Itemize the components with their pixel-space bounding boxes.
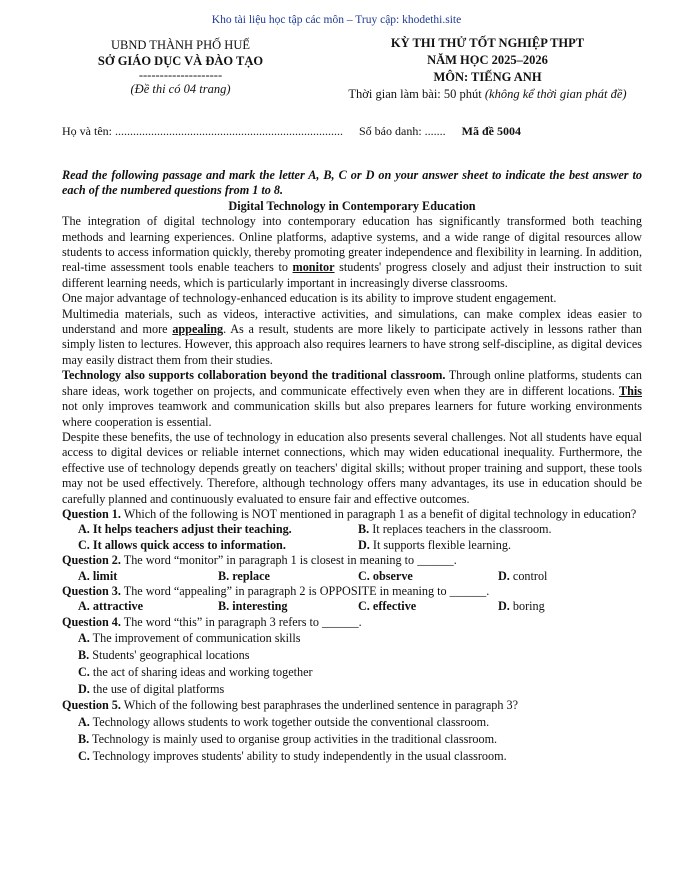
candidate-info (62, 124, 622, 139)
question-stem: The word “monitor” in paragraph 1 is closest in meaning to ______. (120, 553, 457, 568)
question-3-options (62, 599, 642, 614)
passage-paragraph-3 (62, 368, 642, 430)
question-1 (62, 507, 642, 522)
school-year: NĂM HỌC 2025–2026 (427, 53, 548, 67)
passage-title: Digital Technology in Contemporary Education (228, 198, 476, 213)
option-c[interactable]: C. It allows quick access to information. (78, 537, 286, 552)
option-d[interactable]: D. the use of digital platforms (78, 682, 225, 697)
question-1-options-row-2 (62, 538, 642, 553)
p3-target-word: This (618, 383, 642, 398)
question-stem: Which of the following is NOT mentioned in paragraph 1 as a benefit of digital technology in education? (120, 506, 637, 521)
option-b[interactable]: B. Students' geographical locations (78, 648, 250, 663)
candidate-number-field: Số báo danh: ....... (359, 124, 446, 138)
header-divider: -------------------- (138, 68, 223, 82)
p3-key-sentence: Technology also supports collaboration beyond the traditional classroom. (62, 368, 446, 383)
time-allowed-note: (không kể thời gian phát đề) (484, 87, 627, 101)
question-label: Question 3. (62, 583, 121, 598)
question-5-options (62, 714, 642, 765)
option-b[interactable]: B. interesting (218, 599, 288, 614)
option-a[interactable]: A. attractive (78, 599, 143, 614)
option-c[interactable]: C. observe (358, 568, 413, 583)
passage-paragraph-2 (62, 307, 642, 369)
candidate-name-field: Họ và tên: ............................................................................ (62, 124, 343, 138)
p3-text-b: not only improves teamwork and communication skills but also prepares learners for future working environments where cooperation is essential. (62, 399, 642, 429)
time-allowed-text: Thời gian làm bài: 50 phút (348, 87, 485, 101)
p2-text-a: Multimedia materials, such as videos, interactive activities, and simulations, can make complex ideas easier to understand and more (62, 306, 642, 337)
question-stem: The word “appealing” in paragraph 2 is OPPOSITE in meaning to ______. (120, 583, 490, 598)
option-b[interactable]: B. Technology is mainly used to organise group activities in the traditional classroom. (78, 731, 498, 746)
option-d[interactable]: D. control (498, 568, 548, 583)
option-b[interactable]: B. It replaces teachers in the classroom. (358, 522, 552, 537)
exam-code: Mã đề 5004 (461, 124, 521, 138)
question-label: Question 1. (62, 506, 121, 521)
p1-target-word: monitor (292, 260, 335, 275)
page-count-note: (Đề thi có 04 trang) (130, 82, 231, 96)
department-name: SỞ GIÁO DỤC VÀ ĐÀO TẠO (97, 54, 264, 68)
question-2-options (62, 569, 642, 584)
time-allowed (300, 86, 673, 103)
option-a[interactable]: A. It helps teachers adjust their teaching. (78, 522, 292, 537)
source-note: Kho tài liệu học tập các môn – Truy cập: khodethi.site (211, 14, 462, 26)
question-label: Question 5. (62, 698, 121, 713)
question-4 (62, 615, 642, 630)
passage-paragraph-4: Despite these benefits, the use of technology in education also presents several challenges. Not all students have equal access to digital devices or reliable internet connections, which may widen educational inequality. Furthermore, the effective use of technology depends greatly on teachers' digital skills; without proper training and support, these tools may not be used effectively. Therefore, although technology offers many advantages, its use in education should be carefully planned and continuously evaluated to ensure fair and effective outcomes. (62, 429, 642, 506)
option-a[interactable]: A. Technology allows students to work together outside the conventional classroom. (78, 714, 490, 729)
reading-instruction: Read the following passage and mark the letter A, B, C or D on your answer sheet to indicate the best answer to each of the numbered questions from 1 to 8. (62, 168, 642, 198)
question-stem: The word “this” in paragraph 3 refers to ______. (120, 614, 362, 629)
header-right (300, 35, 673, 103)
passage-paragraph-1 (62, 214, 642, 291)
p1-text-a: The integration of digital technology into contemporary education has significantly transformed both teaching methods and learning experiences. Online platforms, adaptive systems, and a wide range of digital resources allow students to access information quickly, thereby promoting greater independence and flexibility in learning. In addition, real-time assessment tools enable teachers to (62, 214, 642, 275)
question-1-options-row-1 (62, 522, 642, 537)
option-c[interactable]: C. the act of sharing ideas and working together (78, 665, 313, 680)
option-c[interactable]: C. Technology improves students' ability to study independently in the usual classroom. (78, 748, 507, 763)
p3-text-a: Through online platforms, students can share ideas, work together on projects, and communicate effectively even when they are in different locations. (62, 368, 642, 398)
header-left (78, 37, 283, 97)
question-4-options (62, 630, 642, 698)
p2-target-word: appealing (172, 322, 224, 337)
option-a[interactable]: A. limit (78, 568, 118, 583)
question-5 (62, 698, 642, 713)
option-d[interactable]: D. boring (498, 599, 545, 614)
passage-paragraph-2-first: One major advantage of technology-enhanced education is its ability to improve student engagement. (62, 291, 557, 306)
exam-body (62, 168, 642, 765)
question-label: Question 4. (62, 614, 121, 629)
option-c[interactable]: C. effective (358, 599, 417, 614)
question-stem: Which of the following best paraphrases the underlined sentence in paragraph 3? (120, 698, 519, 713)
option-d[interactable]: D. It supports flexible learning. (358, 537, 511, 552)
authority-name: UBND THÀNH PHỐ HUẾ (110, 38, 250, 52)
exam-title: KỲ THI THỬ TỐT NGHIỆP THPT (390, 36, 585, 50)
question-2 (62, 553, 642, 568)
option-b[interactable]: B. replace (218, 568, 270, 583)
subject: MÔN: TIẾNG ANH (433, 70, 542, 84)
question-3 (62, 584, 642, 599)
p2-text-b: . As a result, students are more likely to participate actively in lessons rather than simply listen to lectures. However, this approach also requires learners to have strong self-discipline, as digital devices may easily distract them from their studies. (62, 322, 642, 367)
option-a[interactable]: A. The improvement of communication skills (78, 631, 301, 646)
p1-text-b: students' progress closely and adjust their instruction to suit different learning needs, which is particularly important in increasingly diverse classrooms. (62, 260, 642, 290)
question-label: Question 2. (62, 553, 121, 568)
